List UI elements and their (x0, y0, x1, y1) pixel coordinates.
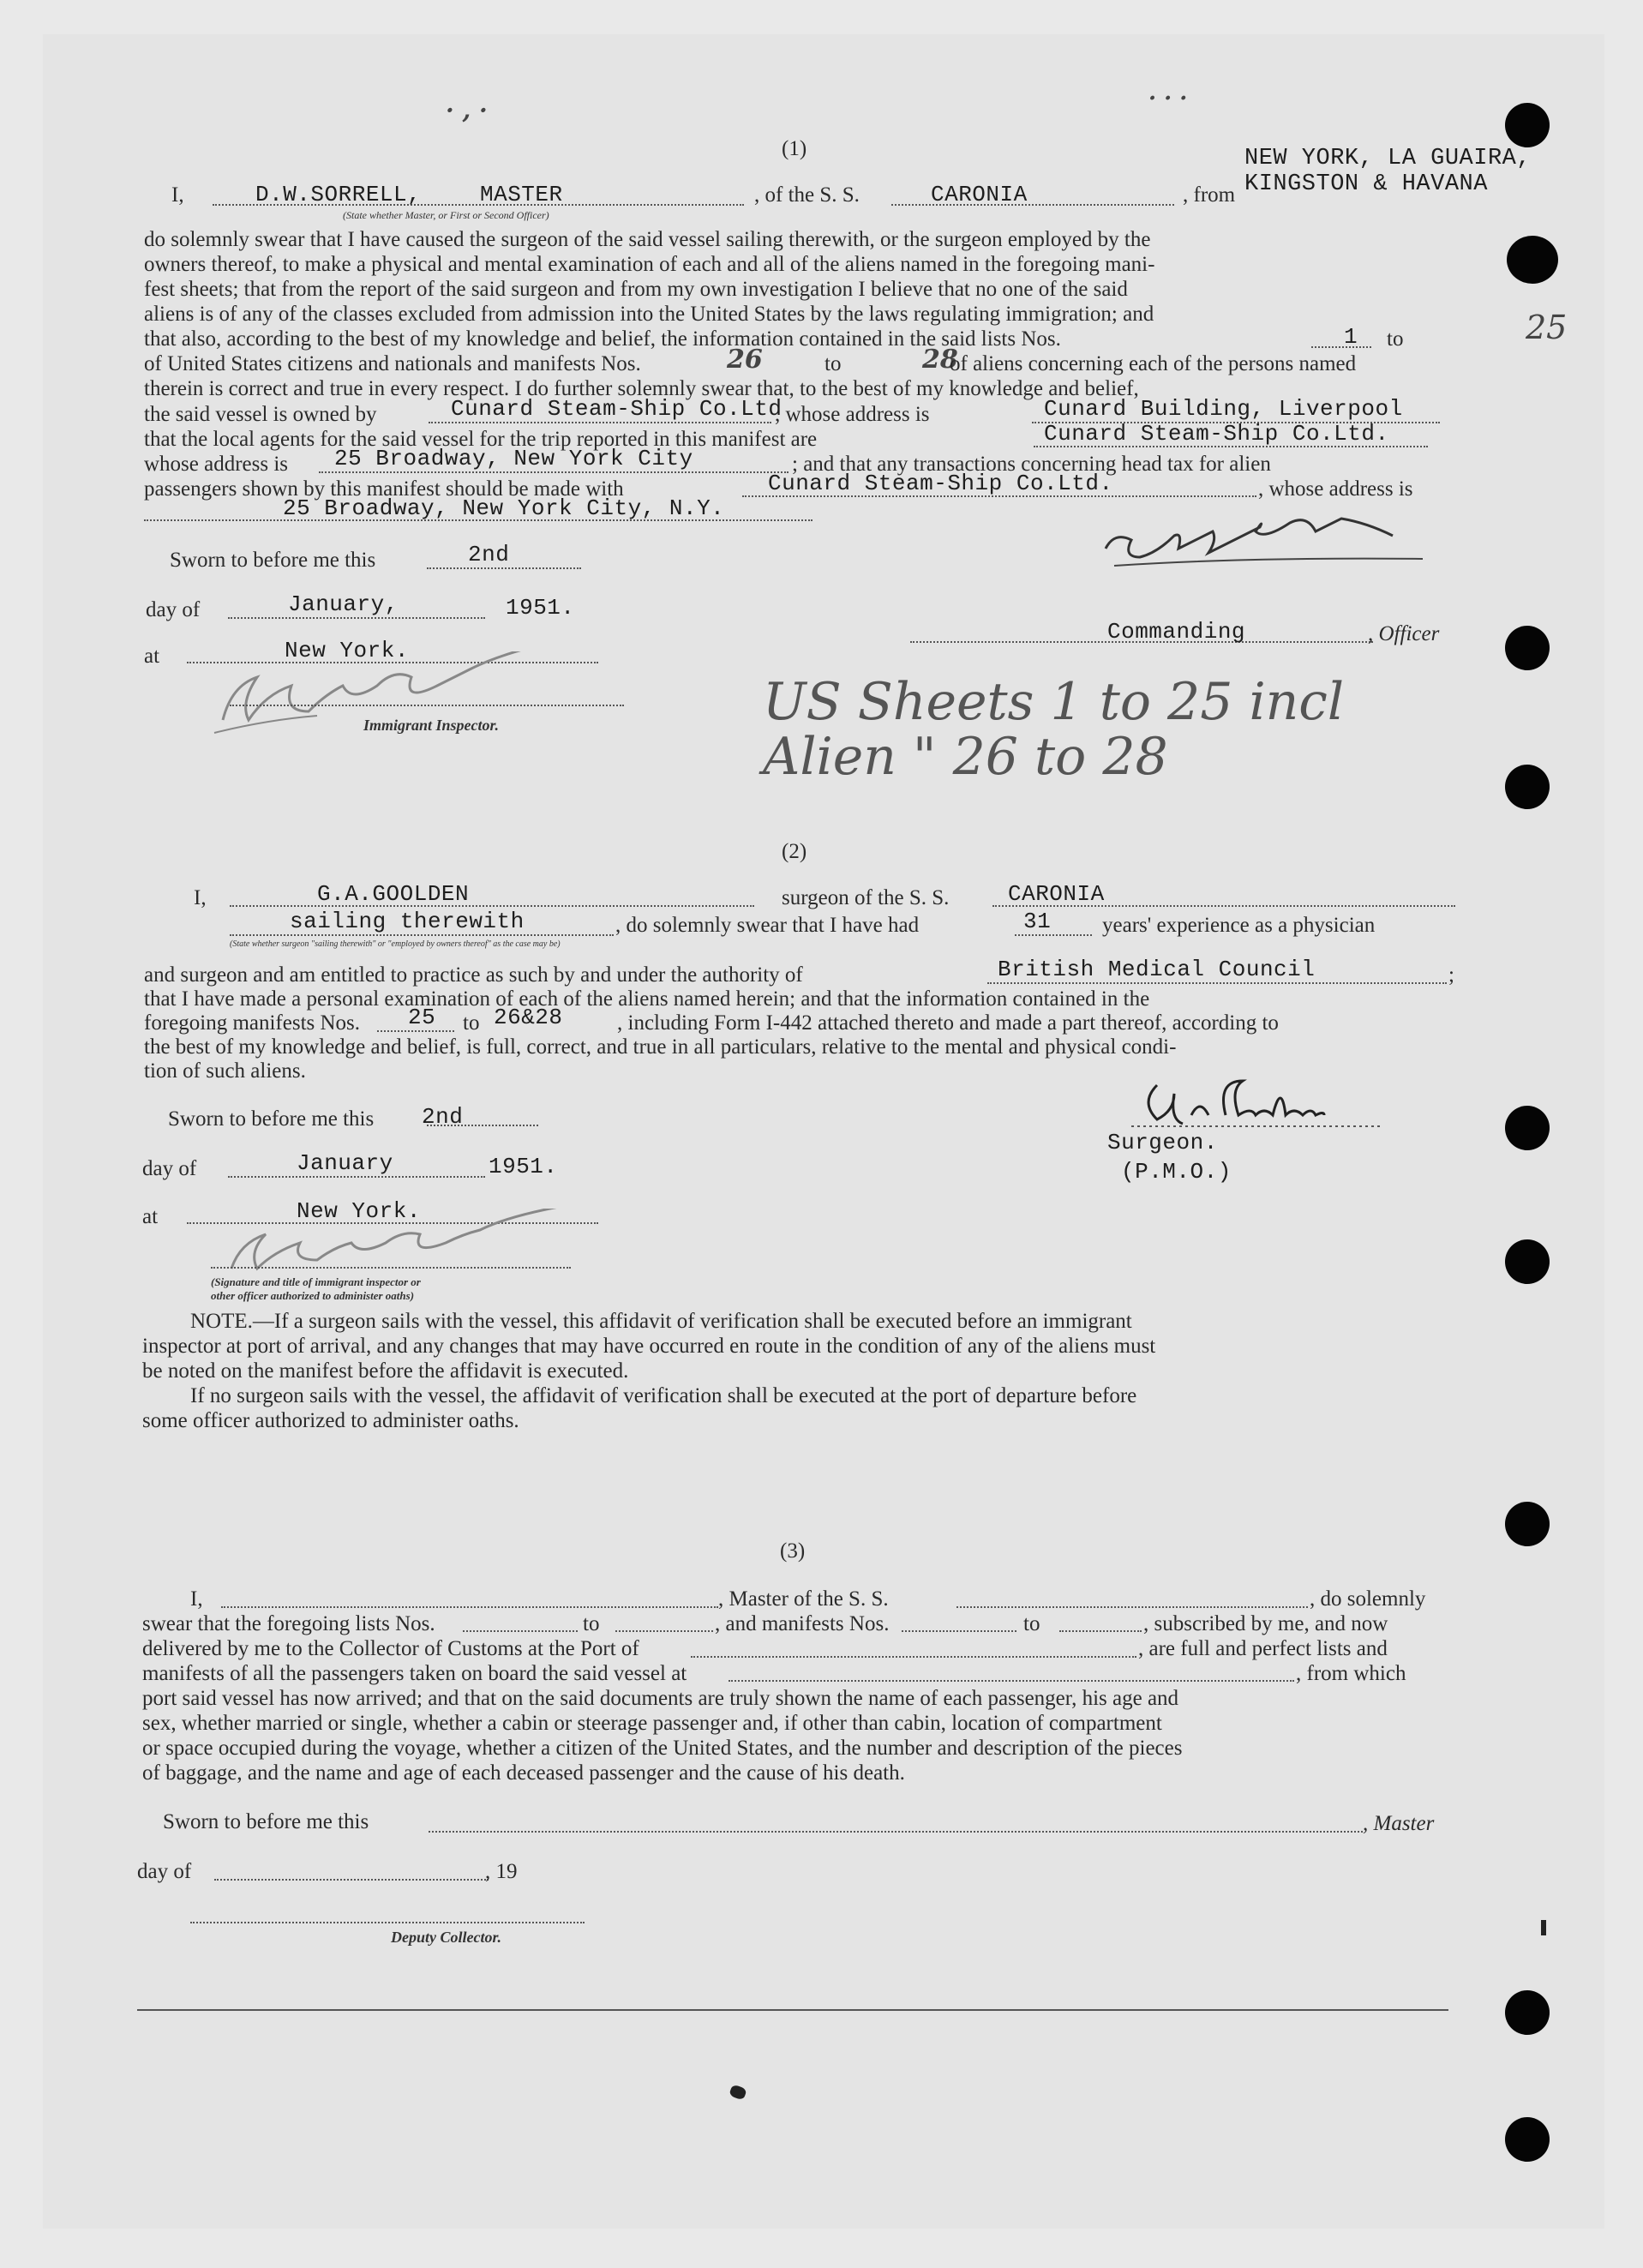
s1-line-10b: ; and that any transactions concerning head tax for alien (792, 453, 1271, 476)
agents-address-line (319, 471, 789, 473)
s3-day-of-label: day of (137, 1860, 192, 1883)
inspector-caption: Immigrant Inspector. (363, 717, 500, 734)
punch-hole-5 (1505, 1106, 1550, 1150)
s2-sworn-label: Sworn to before me this (168, 1107, 375, 1131)
of-ss-label: , of the S. S. (754, 183, 860, 207)
s1-sworn-day: 2nd (468, 542, 510, 567)
note-line-2: inspector at port of arrival, and any changes that may have occurred en route in the condition of any of the aliens must (142, 1335, 1156, 1358)
s1-day-of-label: day of (146, 598, 201, 621)
headtax: Cunard Steam-Ship Co.Ltd. (768, 471, 1113, 496)
m-from-line (377, 1030, 454, 1032)
punch-hole-2 (1507, 236, 1558, 284)
m-to-label: to (463, 1011, 480, 1035)
s3-l1c: , do solemnly (1310, 1587, 1426, 1611)
s3-manif-to-line (1059, 1630, 1142, 1632)
s3-master-line (221, 1606, 718, 1608)
s1-line-6a: of United States citizens and nationals and manifests Nos. (144, 352, 641, 375)
master-name: D.W.SORRELL, (255, 182, 422, 207)
s1-line-8b: , whose address is (775, 403, 930, 426)
s3-sworn-label: Sworn to before me this (163, 1810, 369, 1833)
s1-line-4: aliens is of any of the classes excluded from admission into the United States by the laws regulating immigration; and (144, 303, 1154, 326)
owner-line (429, 422, 771, 423)
s3-manif-from-line (902, 1630, 1016, 1632)
from-ports-1: NEW YORK, LA GUAIRA, (1244, 146, 1532, 171)
s3-l8: of baggage, and the name and age of each deceased passenger and the cause of his death. (142, 1761, 905, 1785)
lists-to: 25 (1526, 309, 1568, 346)
top-mark-left: · , · (446, 96, 488, 124)
from-ports-2: KINGSTON & HAVANA (1244, 171, 1488, 197)
s3-l7: or space occupied during the voyage, whether a citizen of the United States, and the number and description of the pieces (142, 1737, 1183, 1760)
s3-day-line (214, 1879, 489, 1881)
s1-line-10a: whose address is (144, 453, 289, 476)
s2-line-4: the best of my knowledge and belief, is full, correct, and true in all particulars, relative to the mental and physical condi- (144, 1035, 1177, 1059)
s2-year: 1951. (489, 1154, 558, 1179)
s1-line-11b: , whose address is (1258, 477, 1413, 501)
section-1-i: I, (171, 183, 184, 207)
s3-l1b: , Master of the S. S. (718, 1587, 889, 1611)
manifests-to: 28 (922, 345, 958, 375)
s2-ship: CARONIA (1008, 881, 1105, 907)
note-line-5: some officer authorized to administer oaths. (142, 1409, 519, 1432)
inspector-line-2 (211, 1267, 571, 1269)
section-2-i: I, (194, 886, 207, 909)
s2-swear: , do solemnly swear that I have had (615, 914, 920, 937)
s2-sworn-day: 2nd (422, 1104, 464, 1130)
s3-master-label: , Master (1363, 1812, 1435, 1835)
s1-year: 1951. (506, 595, 575, 621)
punch-hole-3 (1505, 626, 1550, 670)
s2-caption: (State whether surgeon "sailing therewith" or "employed by owners thereof" as the case may be) (230, 939, 561, 949)
sailing-line (230, 934, 614, 936)
rank-caption: (State whether Master, or First or Second Officer) (343, 209, 549, 221)
years-line (1015, 934, 1092, 936)
punch-hole-6 (1505, 1239, 1550, 1284)
years-value: 31 (1023, 909, 1052, 934)
years-exp: years' experience as a physician (1102, 914, 1376, 937)
s3-i: I, (190, 1587, 203, 1611)
master-signature (1088, 506, 1448, 574)
officer-label: , Officer (1368, 622, 1440, 645)
note-line-1: NOTE.—If a surgeon sails with the vessel, this affidavit of verification shall be executed before an immigrant (190, 1310, 1132, 1333)
m-from: 25 (408, 1005, 436, 1030)
note-line-3: be noted on the manifest before the affidavit is executed. (142, 1359, 629, 1383)
s1-month: January, (288, 591, 399, 617)
s3-l3b: , are full and perfect lists and (1138, 1637, 1388, 1660)
s3-l4a: manifests of all the passengers taken on board the said vessel at (142, 1662, 687, 1685)
deputy-line (190, 1922, 585, 1923)
s1-place: New York. (285, 638, 409, 663)
s3-l3a: delivered by me to the Collector of Customs at the Port of (142, 1637, 639, 1660)
s3-lists-to-line (615, 1630, 713, 1632)
punch-hole-8 (1505, 1990, 1550, 2035)
s3-l2e: , subscribed by me, and now (1143, 1612, 1388, 1635)
s3-sworn-line (429, 1831, 1363, 1833)
sailing-therewith: sailing therewith (290, 909, 525, 934)
section-1-number: (1) (782, 137, 807, 160)
s1-sworn-day-line (427, 567, 581, 569)
authority: British Medical Council (998, 957, 1316, 982)
surgeon-name: G.A.GOOLDEN (317, 881, 470, 907)
lists-to-label: to (1387, 327, 1404, 351)
authority-line (987, 982, 1447, 984)
section-3-number: (3) (780, 1539, 806, 1563)
s1-line-8a: the said vessel is owned by (144, 403, 377, 426)
s3-l5: port said vessel has now arrived; and that on the said documents are truly shown the name of each passenger, his age and (142, 1687, 1179, 1710)
deputy-caption: Deputy Collector. (391, 1929, 501, 1946)
s1-line-5: that also, according to the best of my knowledge and belief, the information contained in the said lists Nos. (144, 327, 1061, 351)
lists-from: 1 (1344, 324, 1358, 350)
ship-name: CARONIA (931, 182, 1028, 207)
surgeon-name-line (230, 905, 754, 907)
headtax-address: 25 Broadway, New York City, N.Y. (283, 495, 725, 521)
s3-ship-line (956, 1606, 1308, 1608)
s1-at-label: at (144, 645, 160, 668)
s3-l2d: to (1023, 1612, 1040, 1635)
bottom-rule (137, 2009, 1448, 2011)
s2-line-3a: foregoing manifests Nos. (144, 1011, 361, 1035)
note-line-4: If no surgeon sails with the vessel, the affidavit of verification shall be executed at the port of departure before (190, 1384, 1137, 1407)
manifests-to-label: to (824, 352, 842, 375)
s3-l4b: , from which (1296, 1662, 1406, 1685)
sig-caption-1: (Signature and title of immigrant inspector or (211, 1275, 421, 1288)
s3-vessel-port-line (729, 1680, 1294, 1682)
sig-caption-2: other officer authorized to administer oaths) (211, 1289, 415, 1302)
manifests-from: 26 (727, 345, 763, 375)
s3-l6: sex, whether married or single, whether a cabin or steerage passenger and, if other than cabin, location of compartment (142, 1712, 1162, 1735)
punch-hole-4 (1505, 765, 1550, 809)
punch-hole-7 (1505, 1502, 1550, 1546)
s1-line-11a: passengers shown by this manifest should be made with (144, 477, 624, 501)
s2-at-label: at (142, 1205, 159, 1228)
commanding: Commanding (1107, 619, 1246, 645)
agents: Cunard Steam-Ship Co.Ltd. (1044, 421, 1389, 447)
section-2-number: (2) (782, 840, 807, 863)
lists-from-line (1311, 346, 1371, 348)
handwritten-note-2: Alien " 26 to 28 (763, 727, 1168, 787)
s1-line-6b: of aliens concerning each of the persons named (950, 352, 1357, 375)
s3-l2a: swear that the foregoing lists Nos. (142, 1612, 435, 1635)
s3-lists-from-line (463, 1630, 578, 1632)
owner-address: Cunard Building, Liverpool (1044, 396, 1403, 422)
s1-line-2: owners thereof, to make a physical and mental examination of each and all of the aliens named in the foregoing mani- (144, 253, 1155, 276)
from-label: , from (1183, 183, 1236, 207)
surgeon-of-label: surgeon of the S. S. (782, 886, 950, 909)
s3-nineteen: , 19 (485, 1860, 518, 1883)
s2-place: New York. (297, 1198, 421, 1224)
s2-line-3b: , including Form I-442 attached thereto and made a part thereof, according to (617, 1011, 1279, 1035)
punch-hole-1 (1505, 103, 1550, 147)
s3-l2b: to (583, 1612, 600, 1635)
handwritten-note-1: US Sheets 1 to 25 incl (763, 672, 1345, 732)
semicolon: ; (1448, 963, 1454, 987)
m-to: 26&28 (494, 1005, 563, 1030)
top-mark-right: · · · (1148, 86, 1188, 111)
s2-month: January (297, 1150, 393, 1176)
s3-l2c: , and manifests Nos. (715, 1612, 890, 1635)
surgeon-title: Surgeon. (1107, 1130, 1218, 1155)
inspector-line-1 (230, 705, 624, 706)
owner: Cunard Steam-Ship Co.Ltd (451, 396, 783, 422)
s1-line-1: do solemnly swear that I have caused the surgeon of the said vessel sailing therewith, or the surgeon employed by the (144, 228, 1151, 251)
inspector-signature-2 (214, 1209, 660, 1286)
s2-line-5: tion of such aliens. (144, 1059, 306, 1083)
margin-mark (1541, 1920, 1546, 1935)
s2-line-2: that I have made a personal examination of each of the aliens named herein; and that the information contained in the (144, 987, 1150, 1011)
s2-day-of-label: day of (142, 1157, 197, 1180)
surgeon-signature (1131, 1068, 1388, 1137)
s1-line-3: fest sheets; that from the report of the said surgeon and from my own investigation I believe that no one of the said (144, 278, 1128, 301)
master-rank: MASTER (480, 182, 563, 207)
s1-sworn-label: Sworn to before me this (170, 549, 376, 572)
agents-address: 25 Broadway, New York City (334, 446, 693, 471)
s2-month-line (228, 1176, 485, 1178)
s1-line-9a: that the local agents for the said vessel for the trip reported in this manifest are (144, 428, 818, 451)
punch-hole-9 (1505, 2117, 1550, 2162)
s3-port-line (691, 1656, 1136, 1658)
s1-month-line (228, 617, 485, 619)
s1-line-7: therein is correct and true in every respect. I do further solemnly swear that, to the best of my knowledge and belief, (144, 377, 1139, 400)
s2-line-1a: and surgeon and am entitled to practice as such by and under the authority of (144, 963, 803, 987)
pmo: (P.M.O.) (1121, 1159, 1232, 1185)
